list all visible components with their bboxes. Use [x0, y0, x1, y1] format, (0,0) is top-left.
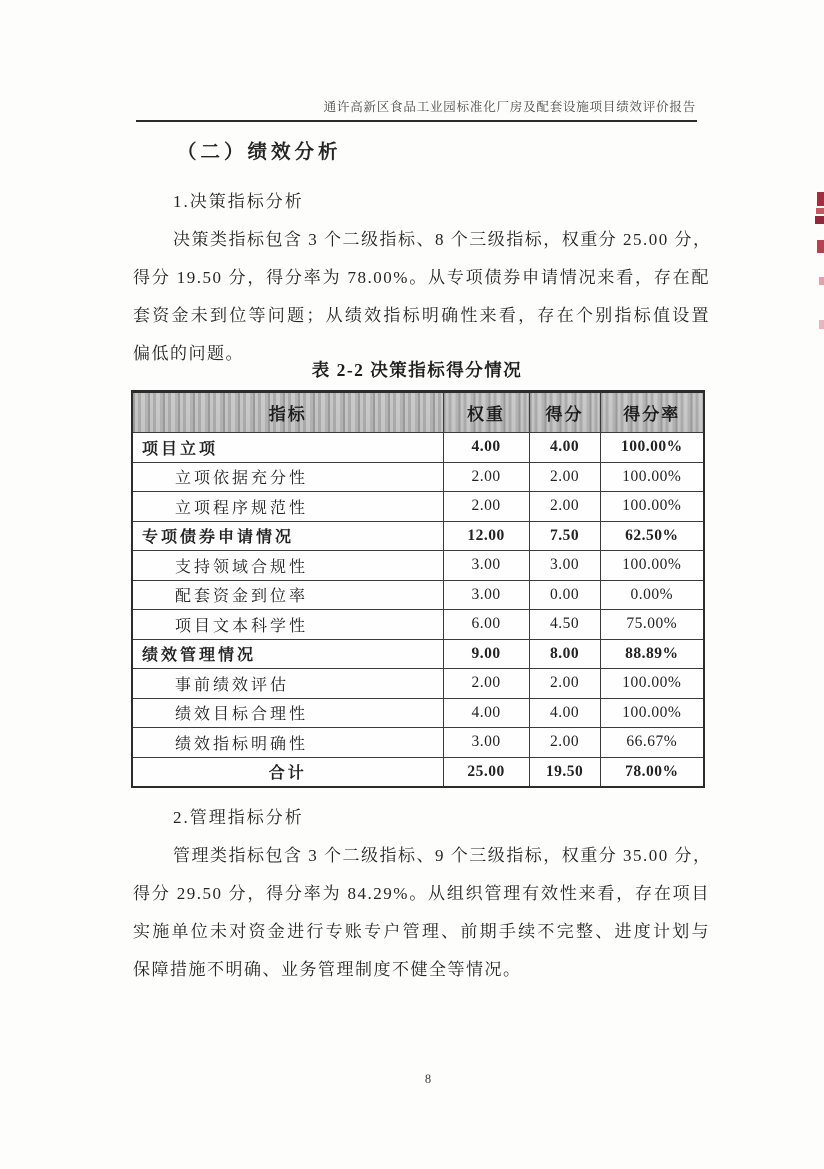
paragraph-line: 得分 29.50 分，得分率为 84.29%。从组织管理有效性来看，存在项目	[133, 884, 710, 903]
table-row	[132, 639, 704, 669]
column-header-score: 得分	[529, 392, 600, 433]
weight-cell: 3.00	[443, 551, 529, 581]
weight-cell: 2.00	[443, 462, 529, 492]
rate-cell: 100.00%	[600, 669, 704, 699]
score-cell: 3.00	[529, 551, 600, 581]
weight-cell: 4.00	[443, 698, 529, 728]
score-cell: 7.50	[529, 521, 600, 551]
paragraph-line: 得分 19.50 分，得分率为 78.00%。从专项债券申请情况来看，存在配	[133, 268, 710, 287]
weight-cell: 6.00	[443, 610, 529, 640]
table-row	[132, 433, 704, 463]
table-row	[132, 698, 704, 728]
indicator-cell: 立项依据充分性	[132, 462, 443, 492]
paragraph-line: 保障措施不明确、业务管理制度不健全等情况。	[133, 960, 522, 979]
table-row	[132, 610, 704, 640]
weight-cell: 12.00	[443, 521, 529, 551]
rate-cell: 75.00%	[600, 610, 704, 640]
weight-cell: 3.00	[443, 580, 529, 610]
weight-cell: 3.00	[443, 728, 529, 758]
column-header-indicator: 指标	[132, 392, 443, 433]
rate-cell: 88.89%	[600, 639, 704, 669]
decision-score-table	[131, 390, 703, 788]
stamp-fragment	[819, 320, 824, 329]
subsection-heading-1: 1.决策指标分析	[173, 192, 304, 211]
indicator-cell: 事前绩效评估	[132, 669, 443, 699]
table-row	[132, 462, 704, 492]
rate-cell: 100.00%	[600, 492, 704, 522]
stamp-fragment	[817, 240, 824, 253]
rate-cell: 100.00%	[600, 462, 704, 492]
table-row	[132, 580, 704, 610]
indicator-cell: 支持领域合规性	[132, 551, 443, 581]
table-row	[132, 492, 704, 522]
indicator-cell: 立项程序规范性	[132, 492, 443, 522]
score-cell: 4.50	[529, 610, 600, 640]
rate-cell: 78.00%	[600, 757, 704, 787]
table-row	[132, 551, 704, 581]
rate-cell: 0.00%	[600, 580, 704, 610]
rate-cell: 66.67%	[600, 728, 704, 758]
weight-cell: 9.00	[443, 639, 529, 669]
paragraph-line: 实施单位未对资金进行专账专户管理、前期手续不完整、进度计划与	[133, 922, 710, 941]
stamp-fragment	[816, 208, 824, 214]
paragraph-line: 决策类指标包含 3 个二级指标、8 个三级指标，权重分 25.00 分，	[173, 230, 712, 249]
score-table-body	[132, 433, 704, 787]
paragraph-line: 管理类指标包含 3 个二级指标、9 个三级指标，权重分 35.00 分，	[173, 846, 712, 865]
weight-cell: 2.00	[443, 669, 529, 699]
indicator-cell: 合计	[132, 757, 443, 787]
running-header-title: 通许高新区食品工业园标准化厂房及配套设施项目绩效评价报告	[323, 100, 696, 114]
table-row	[132, 521, 704, 551]
paragraph-line: 套资金未到位等问题；从绩效指标明确性来看，存在个别指标值设置	[133, 306, 710, 325]
table-caption: 表 2-2 决策指标得分情况	[311, 360, 523, 380]
score-cell: 2.00	[529, 462, 600, 492]
indicator-cell: 绩效管理情况	[132, 639, 443, 669]
header-divider-rule	[136, 120, 697, 122]
paragraph-line: 偏低的问题。	[133, 344, 244, 363]
indicator-cell: 配套资金到位率	[132, 580, 443, 610]
table-row	[132, 728, 704, 758]
score-cell: 4.00	[529, 698, 600, 728]
indicator-cell: 绩效目标合理性	[132, 698, 443, 728]
paragraph-decision-analysis	[133, 221, 710, 373]
stamp-fragment	[817, 192, 824, 206]
subsection-heading-2: 2.管理指标分析	[173, 808, 304, 827]
table-row	[132, 757, 704, 787]
table-row	[132, 669, 704, 699]
section-heading: （二）绩效分析	[177, 142, 342, 163]
score-cell: 2.00	[529, 728, 600, 758]
rate-cell: 62.50%	[600, 521, 704, 551]
rate-cell: 100.00%	[600, 433, 704, 463]
score-cell: 4.00	[529, 433, 600, 463]
page-number: 8	[424, 1072, 432, 1086]
table-header-row	[132, 392, 704, 433]
weight-cell: 25.00	[443, 757, 529, 787]
score-cell: 0.00	[529, 580, 600, 610]
score-cell: 2.00	[529, 492, 600, 522]
indicator-cell: 项目文本科学性	[132, 610, 443, 640]
stamp-fragment	[815, 216, 824, 224]
score-cell: 2.00	[529, 669, 600, 699]
score-cell: 19.50	[529, 757, 600, 787]
indicator-cell: 专项债券申请情况	[132, 521, 443, 551]
score-cell: 8.00	[529, 639, 600, 669]
indicator-cell: 绩效指标明确性	[132, 728, 443, 758]
stamp-fragment	[819, 277, 824, 285]
column-header-weight: 权重	[443, 392, 529, 433]
paragraph-management-analysis	[133, 837, 710, 989]
column-header-rate: 得分率	[600, 392, 704, 433]
rate-cell: 100.00%	[600, 698, 704, 728]
indicator-cell: 项目立项	[132, 433, 443, 463]
rate-cell: 100.00%	[600, 551, 704, 581]
weight-cell: 2.00	[443, 492, 529, 522]
weight-cell: 4.00	[443, 433, 529, 463]
